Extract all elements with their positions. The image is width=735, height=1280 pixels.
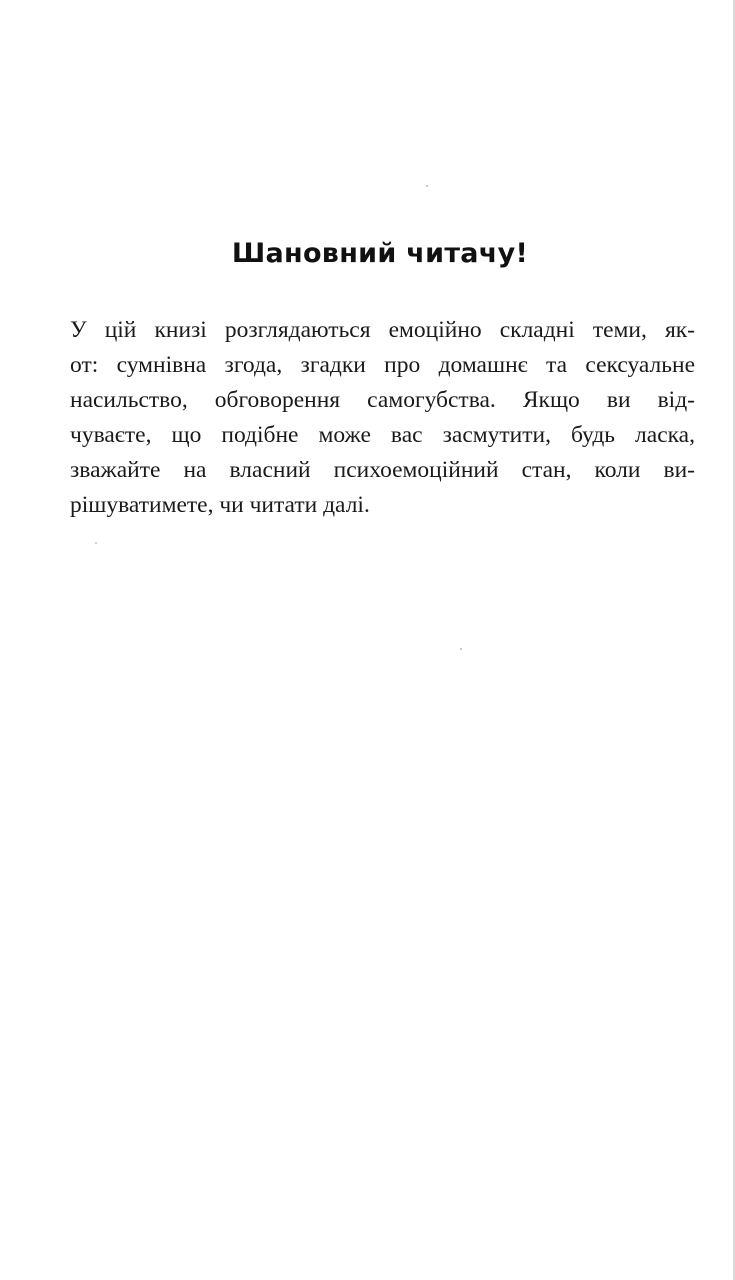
notice-line: зважайте на власний психоемоційний стан, коли ви- <box>70 457 695 483</box>
notice-line: насильство, обговорення самогубства. Якщо ви від- <box>70 387 695 413</box>
notice-line: рішуватимете, чи читати далі. <box>70 492 370 518</box>
notice-line: чуваєте, що подібне може вас засмутити, будь ласка, <box>70 422 695 448</box>
print-speck <box>95 542 97 544</box>
notice-line: У цій книзі розглядаються емоційно складні теми, як- <box>70 317 695 343</box>
print-speck <box>426 185 428 187</box>
notice-line: от: сумнівна згода, згадки про домашнє та сексуальне <box>70 352 695 378</box>
print-speck <box>460 648 462 650</box>
notice-heading: Шановний читачу! <box>231 238 529 269</box>
notice-body <box>70 313 695 523</box>
